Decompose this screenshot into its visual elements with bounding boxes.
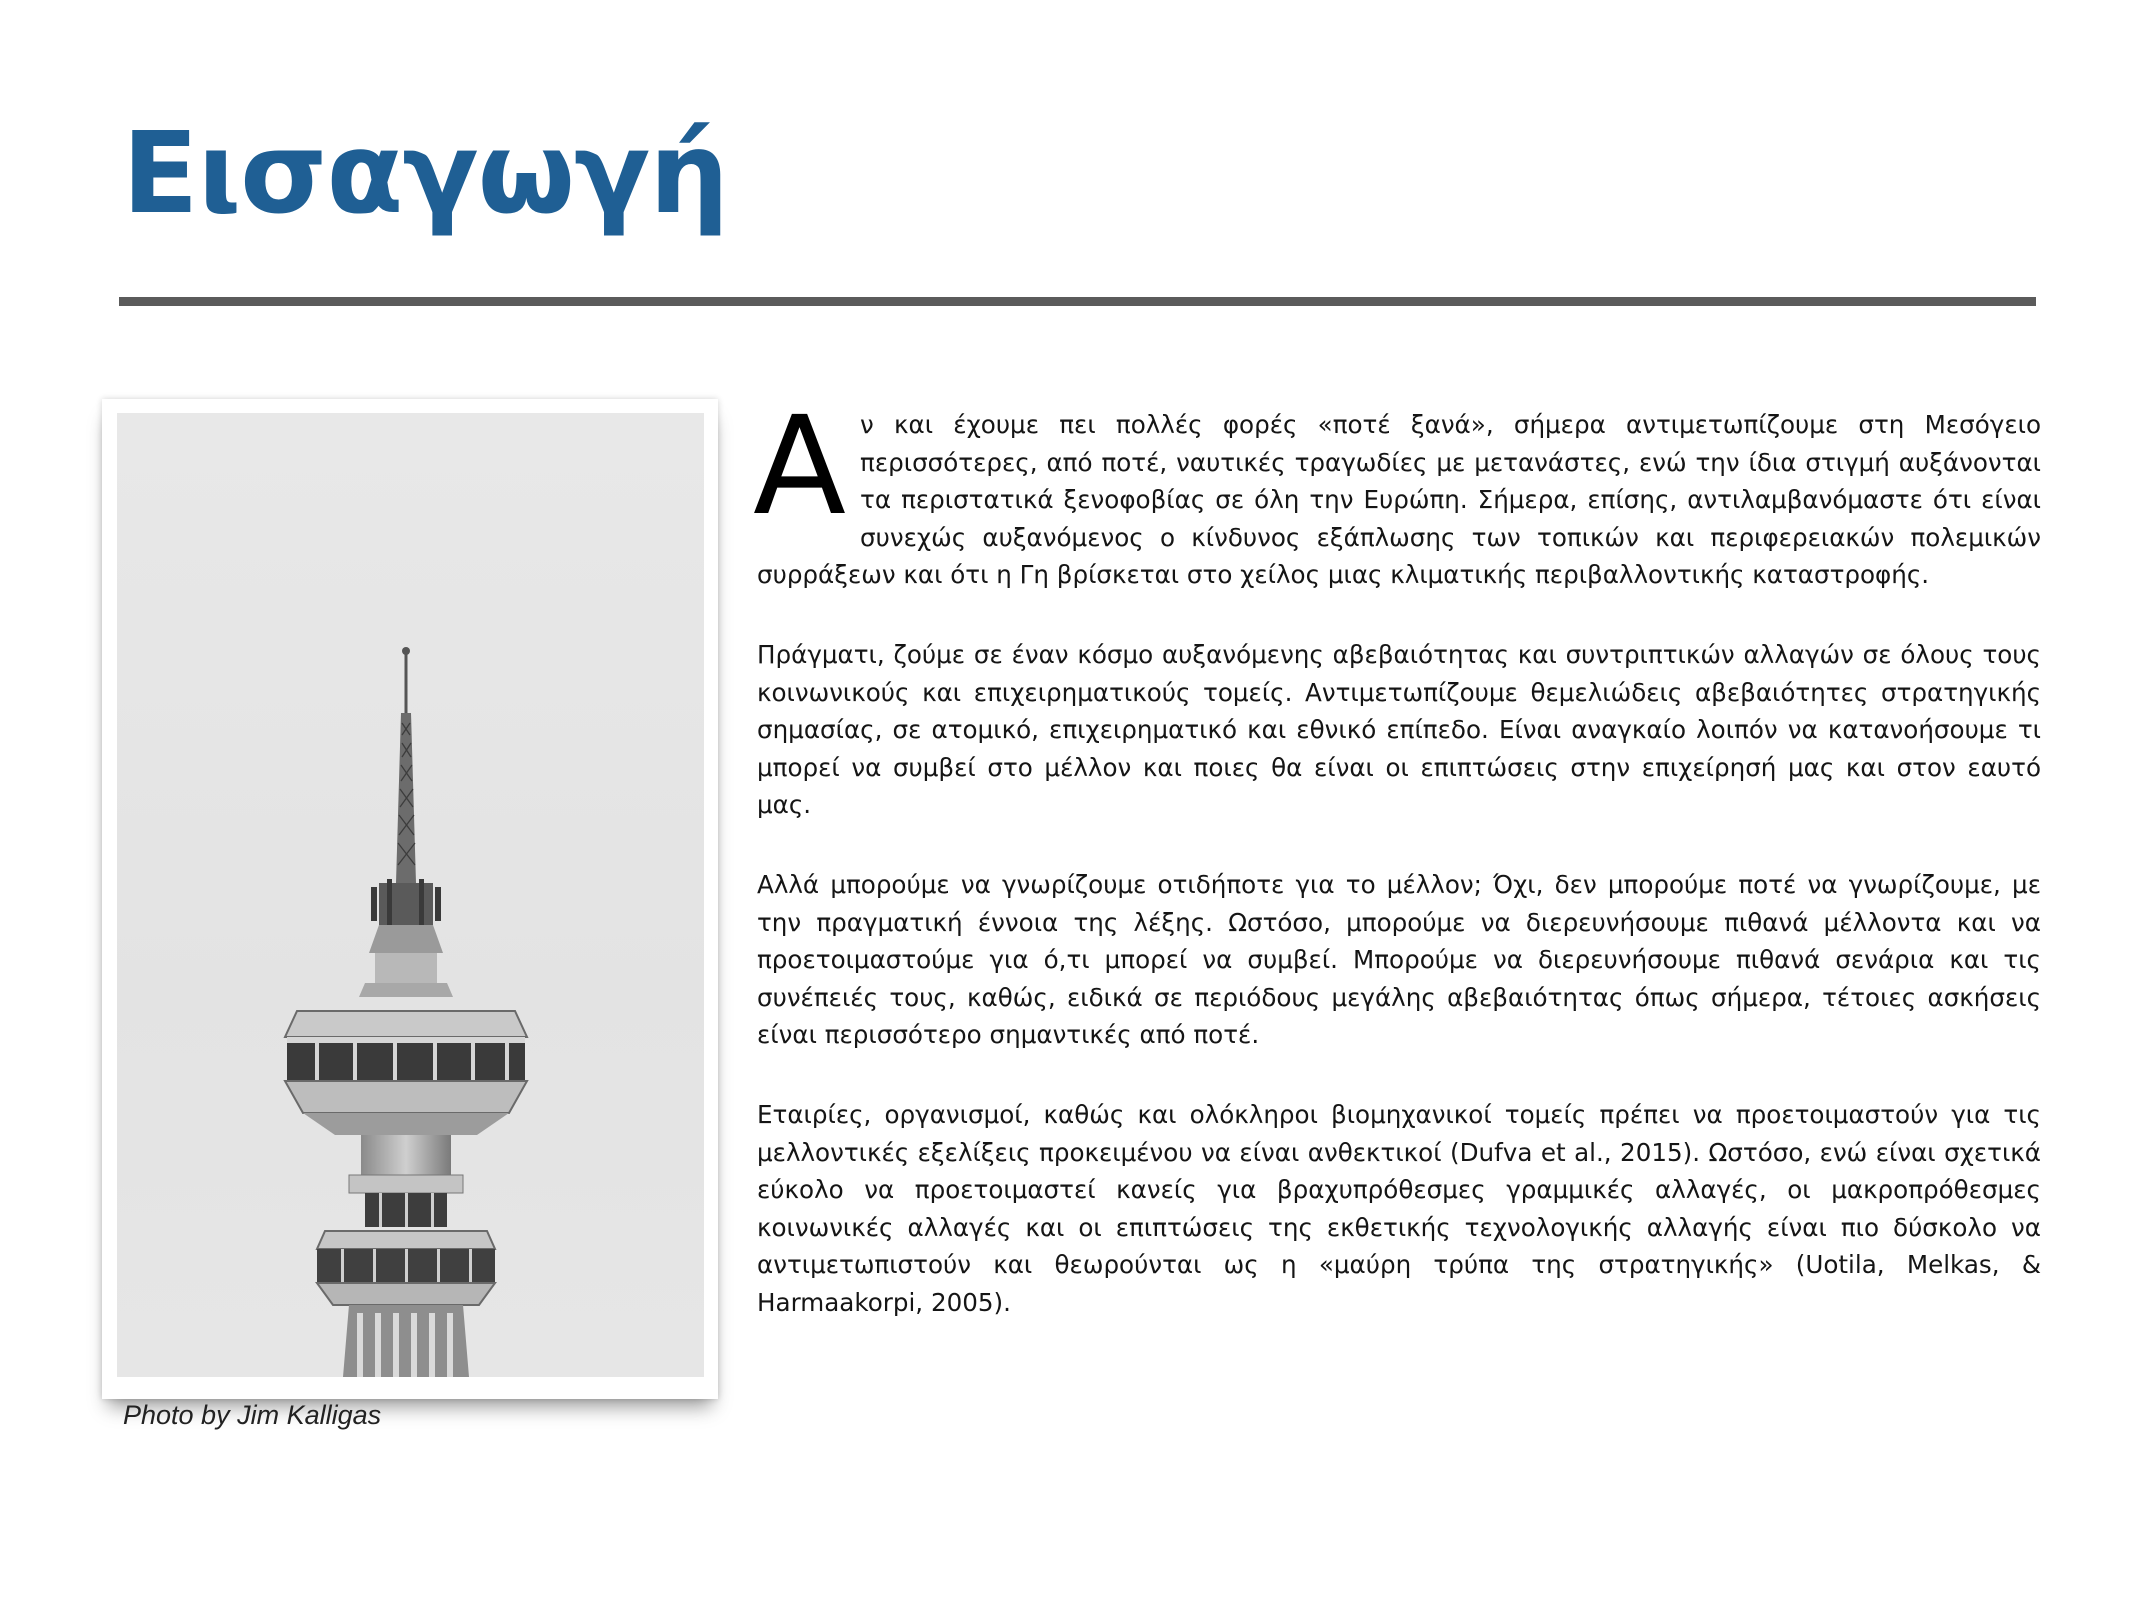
photo-credit: Photo by Jim Kalligas: [123, 1400, 382, 1430]
paragraph-1-text: ν και έχουμε πει πολλές φορές «ποτέ ξανά», σήμερα αντιμετωπίζουμε στη Μεσόγειο περισσότερες, από ποτέ, ναυτικές τραγωδίες με μετανάστες, ενώ την ίδια στιγμή αυξάνονται τα περιστατικά ξενοφοβίας σε όλη την Ευρώπη. Σήμερα, επίσης, αντιλαμβανόμαστε ότι είναι συνεχώς αυξανόμενος ο κίνδυνος εξάπλωσης των τοπικών και περιφερειακών πολεμικών συρράξεων και ότι η Γη βρίσκεται στο χείλος μιας κλιματικής περιβαλλοντικής καταστροφής.: [757, 410, 2041, 590]
page-title: Εισαγωγή: [122, 109, 728, 239]
paragraph-2: Πράγματι, ζούμε σε έναν κόσμο αυξανόμενης αβεβαιότητας και συντριπτικών αλλαγών σε όλους τους κοινωνικούς και επιχειρηματικούς τομείς. Αντιμετωπίζουμε θεμελιώδεις αβεβαιότητες στρατηγικής σημασίας, σε ατομικό, επιχειρηματικό και εθνικό επίπεδο. Είναι αναγκαίο λοιπόν να κατανοήσουμε τι μπορεί να συμβεί στο μέλλον και ποιες θα είναι οι επιπτώσεις στην επιχείρησή μας και στον εαυτό μας.: [757, 639, 2041, 820]
photo-frame: [102, 399, 718, 1399]
paragraph-1: [753, 388, 2041, 594]
tower-photo: [117, 413, 704, 1377]
article-body: [753, 388, 2041, 1363]
paragraph-4: Εταιρίες, οργανισμοί, καθώς και ολόκληροι βιομηχανικοί τομείς πρέπει να προετοιμαστούν για τις μελλοντικές εξελίξεις προκειμένου να είναι ανθεκτικοί (Dufva et al., 2015). Ωστόσο, ενώ είναι σχετικά εύκολο να προετοιμαστεί κανείς για βραχυπρόθεσμες γραμμικές αλλαγές, οι μακροπρόθεσμες κοινωνικές αλλαγές και οι επιπτώσεις της εκθετικής τεχνολογικής αλλαγής είναι πιο δύσκολο να αντιμετωπιστούν και θεωρούνται ως η «μαύρη τρύπα της στρατηγικής» (Uotila, Melkas, & Harmaakorpi, 2005).: [757, 1099, 2041, 1317]
paragraph-3: Αλλά μπορούμε να γνωρίζουμε οτιδήποτε για το μέλλον; Όχι, δεν μπορούμε ποτέ να γνωρίζουμε, με την πραγματική έννοια της λέξης. Ωστόσο, μπορούμε να διερευνήσουμε πιθανά μέλλοντα και να προετοιμαστούμε για ό,τι μπορεί να συμβεί. Μπορούμε να διερευνήσουμε πιθανά σενάρια και τις συνέπειές τους, καθώς, ειδικά σε περιόδους μεγάλης αβεβαιότητας όπως σήμερα, τέτοιες ασκήσεις είναι περισσότερο σημαντικές από ποτέ.: [757, 869, 2041, 1050]
tower-illustration: [117, 413, 704, 1377]
title-divider: [119, 297, 2036, 306]
drop-cap: Α: [753, 388, 847, 546]
